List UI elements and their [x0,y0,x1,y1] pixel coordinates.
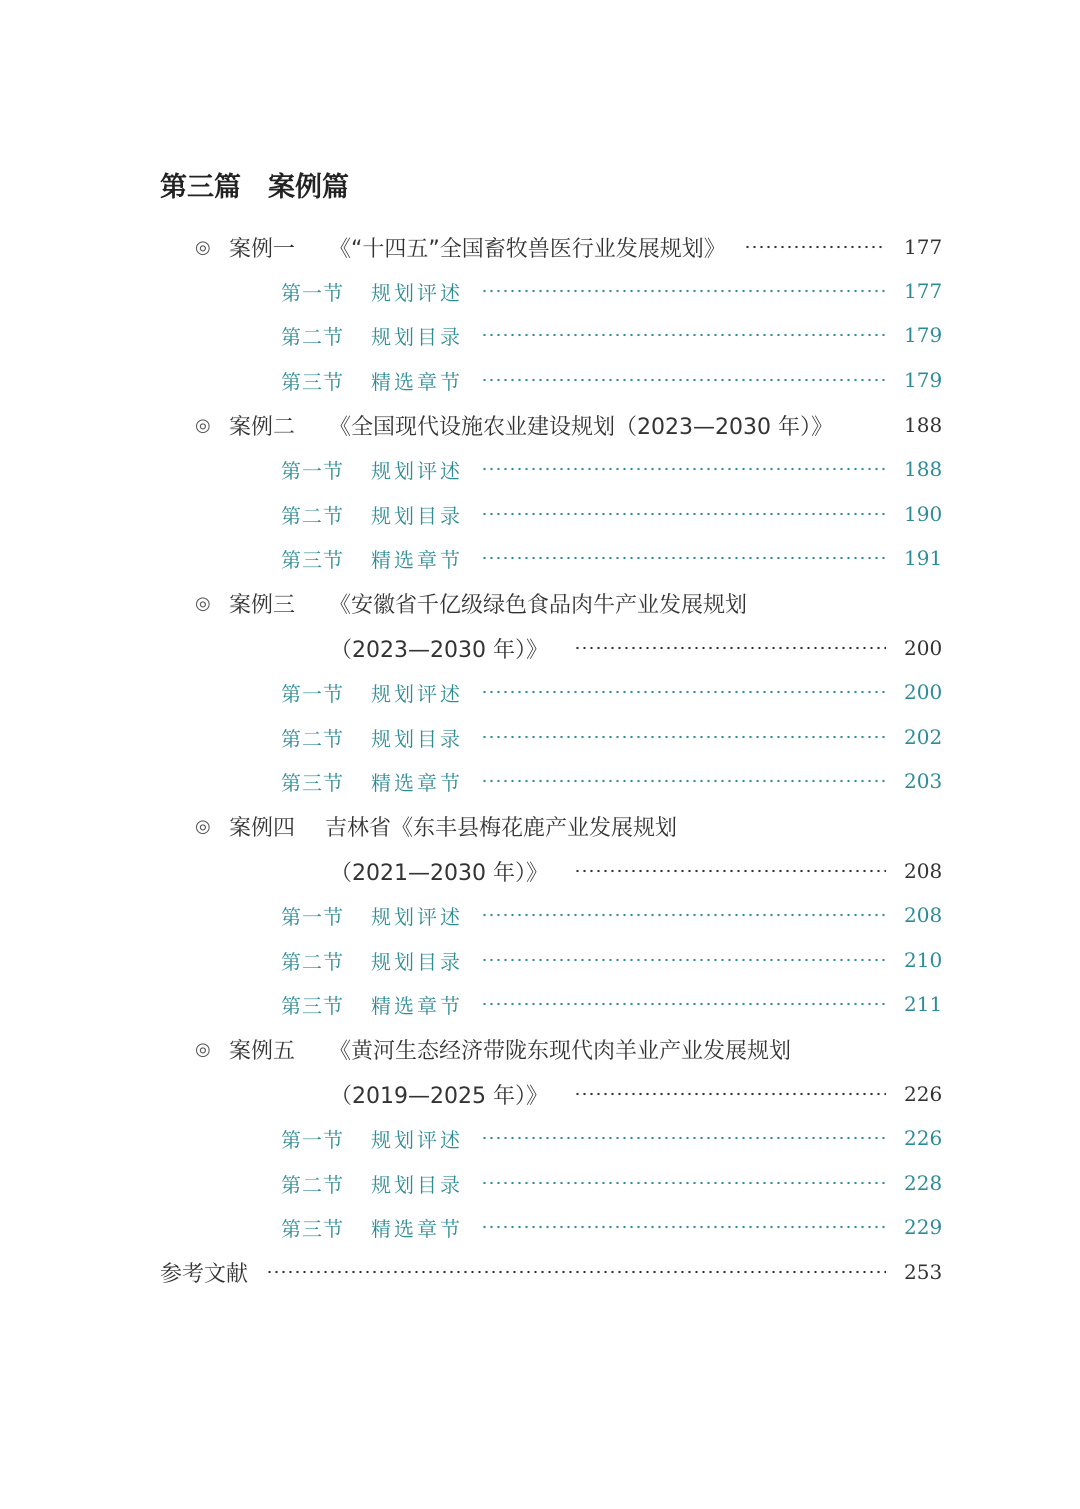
section-title: 规划目录 [371,726,463,751]
case-label: 案例一 [229,236,296,262]
section-label: 第二节 [281,324,344,349]
page-number: 203 [904,769,943,793]
section-label: 第一节 [281,458,344,483]
dot-leader [744,245,886,249]
case-title-continued: （2021—2030 年）》 [330,860,548,886]
section-label: 第二节 [281,503,344,528]
dot-leader [481,467,886,471]
case-title: 《“十四五”全国畜牧兽医行业发展规划》 [329,236,726,262]
dot-leader [481,1136,886,1140]
toc-section[interactable] [281,763,943,799]
toc-section[interactable] [281,674,943,710]
section-title: 规划目录 [371,949,463,974]
section-label: 第二节 [281,1172,344,1197]
toc-section[interactable] [281,317,943,353]
dot-leader [481,690,886,694]
dot-leader [481,289,886,293]
dot-leader [481,1225,886,1229]
toc-section[interactable] [281,1120,943,1156]
page-number: 188 [904,457,943,481]
toc-section[interactable] [281,897,943,933]
toc-section[interactable] [281,719,943,755]
section-label: 第一节 [281,280,344,305]
page-number: 202 [904,725,943,749]
references-label: 参考文献 [160,1261,249,1287]
dot-leader [481,913,886,917]
bullet-icon: ◎ [195,592,211,614]
section-title: 精选章节 [371,1216,463,1241]
page-number: 228 [904,1171,943,1195]
page-number: 200 [904,636,943,660]
section-label: 第三节 [281,770,344,795]
toc-section[interactable] [281,273,943,309]
dot-leader [481,1181,886,1185]
dot-leader [481,735,886,739]
dot-leader [481,779,886,783]
dot-leader [481,1002,886,1006]
toc-case-3[interactable] [195,585,940,621]
section-title: 精选章节 [371,369,463,394]
dot-leader [481,378,886,382]
case-title: 《安徽省千亿级绿色食品肉牛产业发展规划 [329,592,748,618]
page-number: 191 [904,546,943,570]
section-label: 第一节 [281,1127,344,1152]
case-label: 案例三 [229,592,296,618]
case-title-continued: （2023—2030 年）》 [330,637,548,663]
dot-leader [481,333,886,337]
case-label: 案例五 [229,1038,296,1064]
section-label: 第三节 [281,993,344,1018]
page-number: 200 [904,680,943,704]
toc-section[interactable] [281,496,943,532]
bullet-icon: ◎ [195,236,211,258]
toc-case-3-continued[interactable] [330,630,943,666]
toc-section[interactable] [281,1209,943,1245]
bullet-icon: ◎ [195,1038,211,1060]
page-number: 253 [904,1260,943,1284]
page-number: 179 [904,323,943,347]
dot-leader [574,869,886,873]
section-title: 规划评述 [371,1127,463,1152]
page-number: 226 [904,1082,943,1106]
page-number: 188 [904,413,943,437]
part-title: 第三篇 案例篇 [160,172,349,203]
section-title: 规划评述 [371,458,463,483]
page-number: 190 [904,502,943,526]
toc-section[interactable] [281,1165,943,1201]
page-number: 208 [904,903,943,927]
bullet-icon: ◎ [195,414,211,436]
page-number: 208 [904,859,943,883]
bullet-icon: ◎ [195,815,211,837]
section-title: 规划评述 [371,904,463,929]
toc-section[interactable] [281,986,943,1022]
dot-leader [266,1270,886,1274]
section-title: 规划目录 [371,503,463,528]
dot-leader [574,646,886,650]
toc-case-1[interactable] [195,229,943,265]
page-number: 226 [904,1126,943,1150]
section-title: 规划目录 [371,1172,463,1197]
case-label: 案例二 [229,414,296,440]
dot-leader [481,512,886,516]
toc-case-4[interactable] [195,808,940,844]
toc-section[interactable] [281,540,943,576]
page-number: 210 [904,948,943,972]
section-label: 第二节 [281,949,344,974]
dot-leader [481,556,886,560]
section-label: 第三节 [281,547,344,572]
section-title: 规划目录 [371,324,463,349]
dot-leader [574,1092,886,1096]
case-title: 吉林省《东丰县梅花鹿产业发展规划 [325,815,678,841]
toc-case-4-continued[interactable] [330,853,943,889]
toc-case-5[interactable] [195,1031,940,1067]
section-label: 第三节 [281,369,344,394]
section-title: 精选章节 [371,547,463,572]
dot-leader [481,958,886,962]
toc-section[interactable] [281,942,943,978]
case-title: 《黄河生态经济带陇东现代肉羊业产业发展规划 [329,1038,792,1064]
page-number: 229 [904,1215,943,1239]
section-label: 第一节 [281,904,344,929]
section-title: 精选章节 [371,770,463,795]
page-number: 177 [904,235,943,259]
section-title: 精选章节 [371,993,463,1018]
toc-references[interactable] [160,1254,943,1290]
page-number: 177 [904,279,943,303]
section-title: 规划评述 [371,681,463,706]
section-title: 规划评述 [371,280,463,305]
toc-case-2[interactable] [195,407,943,443]
toc-section[interactable] [281,362,943,398]
case-title-continued: （2019—2025 年）》 [330,1083,548,1109]
toc-case-5-continued[interactable] [330,1076,943,1112]
section-label: 第三节 [281,1216,344,1241]
toc-section[interactable] [281,451,943,487]
case-label: 案例四 [229,815,296,841]
section-label: 第一节 [281,681,344,706]
page-number: 211 [904,992,943,1016]
section-label: 第二节 [281,726,344,751]
case-title: 《全国现代设施农业建设规划（2023—2030 年）》 [329,414,833,440]
page-number: 179 [904,368,943,392]
